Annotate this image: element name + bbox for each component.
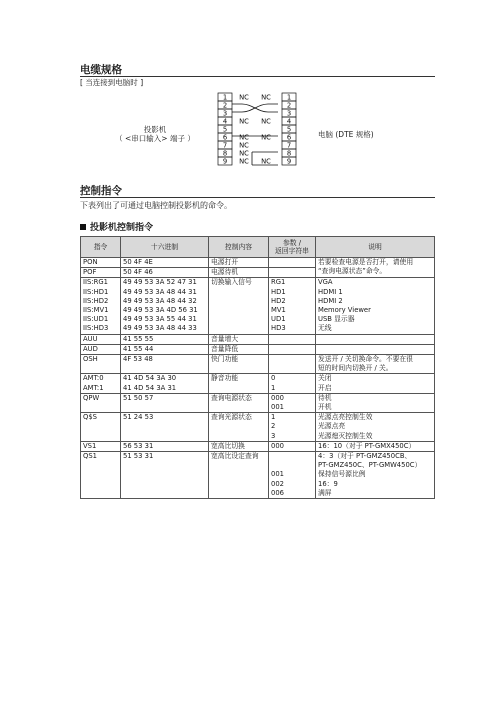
pin-number-left: 7 [222, 141, 228, 150]
pin-number-left: 9 [222, 157, 228, 166]
cell-content: 电源待机 [209, 268, 269, 278]
pin-nc-left: NC [239, 133, 249, 142]
pin-number-left: 2 [222, 101, 228, 110]
cell-description: 若要检查电源是否打开，请使用 “查询电源状态”命令。 [316, 258, 435, 278]
cell-param [269, 344, 316, 354]
table-row [81, 344, 435, 354]
pin-number-left: 1 [222, 93, 228, 102]
pin-number-right: 2 [286, 101, 292, 110]
control-intro: 下表列出了可通过电脑控制投影机的命令。 [80, 201, 232, 210]
cell-param: 1 2 3 [269, 413, 316, 442]
pin-number-right: 1 [286, 93, 292, 102]
cell-description: 光源点亮控制生效 光源点亮 光源熄灭控制生效 [316, 413, 435, 442]
cell-command: Q$S [81, 413, 121, 442]
cell-command: PON [81, 258, 121, 268]
cell-description: 待机 开机 [316, 393, 435, 412]
cell-content: 快门功能 [209, 355, 269, 374]
cell-description: 关闭 开启 [316, 374, 435, 393]
pin-number-right: 5 [286, 125, 292, 134]
cell-description [316, 344, 435, 354]
section-divider-2 [80, 197, 435, 198]
cell-hex: 41 4D 54 3A 30 41 4D 54 3A 31 [121, 374, 209, 393]
cell-content: 静音功能 [209, 374, 269, 393]
table-row [81, 278, 435, 334]
cell-description: 发送开 / 关切换命令。不要在很 短的时间内切换开 / 关。 [316, 355, 435, 374]
pin-nc-left: NC [239, 157, 249, 166]
table-header-row [81, 237, 435, 258]
cell-hex: 50 4F 4E [121, 258, 209, 268]
cell-command: AUD [81, 344, 121, 354]
cell-param: 001 002 006 [269, 452, 316, 499]
header-description: 说明 [316, 237, 435, 258]
cell-content: 查询电源状态 [209, 393, 269, 412]
table-row [81, 355, 435, 374]
pin-number-left: 6 [222, 133, 228, 142]
connection-note: [ 当连接到电脑时 ] [80, 78, 144, 87]
cell-content: 宽高比切换 [209, 441, 269, 451]
table-row [81, 334, 435, 344]
cell-description: VGA HDMI 1 HDMI 2 Memory Viewer USB 显示器 无线 [316, 278, 435, 334]
cell-content: 查询光源状态 [209, 413, 269, 442]
cell-command: QPW [81, 393, 121, 412]
cell-hex: 51 50 57 [121, 393, 209, 412]
cell-param [269, 258, 316, 268]
pin-nc-right: NC [261, 133, 271, 142]
wire-3-2 [232, 104, 278, 112]
cell-hex: 49 49 53 3A 52 47 31 49 49 53 3A 48 44 31 49 49 53 3A 48 44 32 49 49 53 3A 4D 56 31 49 49 53 3A 55 44 31 49 49 53 3A 48 44 33 [121, 278, 209, 334]
cell-hex: 56 53 31 [121, 441, 209, 451]
pin-number-right: 4 [286, 117, 292, 126]
pin-nc-right: NC [261, 117, 271, 126]
pin-nc-left: NC [239, 93, 249, 102]
cell-hex: 50 4F 46 [121, 268, 209, 278]
header-hex: 十六进制 [121, 237, 209, 258]
pin-nc-left: NC [239, 141, 249, 150]
cell-content: 切换输入信号 [209, 278, 269, 334]
cell-command: IIS:RG1 IIS:HD1 IIS:HD2 IIS:MV1 IIS:UD1 IIS:HD3 [81, 278, 121, 334]
cell-content: 电源打开 [209, 258, 269, 268]
pc-label: 电脑 (DTE 规格) [318, 130, 374, 139]
projector-label [115, 125, 195, 143]
header-content: 控制内容 [209, 237, 269, 258]
header-param: 参数 / 返回字符串 [269, 237, 316, 258]
cell-param [269, 334, 316, 344]
section-divider [80, 76, 435, 77]
cell-param: 000 [269, 441, 316, 451]
header-command: 指令 [81, 237, 121, 258]
cell-command: AUU [81, 334, 121, 344]
table-row [81, 374, 435, 393]
cell-command: VS1 [81, 441, 121, 451]
cell-content: 音量降低 [209, 344, 269, 354]
pin-nc-right: NC [261, 93, 271, 102]
cell-hex: 41 55 55 [121, 334, 209, 344]
cell-param: 000 001 [269, 393, 316, 412]
cell-command: POF [81, 268, 121, 278]
command-table [80, 236, 435, 499]
cell-description: 16：10（对于 PT-GMX450C） [316, 441, 435, 451]
control-command-title: 控制指令 [80, 185, 122, 197]
pin-number-left: 8 [222, 149, 228, 158]
cell-param [269, 355, 316, 374]
pin-number-left: 4 [222, 117, 228, 126]
pin-number-left: 3 [222, 109, 228, 118]
pin-nc-left: NC [239, 149, 249, 158]
pin-number-right: 9 [286, 157, 292, 166]
cell-hex: 41 55 44 [121, 344, 209, 354]
square-bullet-icon [80, 224, 86, 230]
cell-hex: 51 53 31 [121, 452, 209, 499]
pin-nc-left: NC [239, 117, 249, 126]
cell-command: QS1 [81, 452, 121, 499]
cell-description [316, 334, 435, 344]
projector-commands-heading [80, 220, 153, 233]
pin-number-right: 8 [286, 149, 292, 158]
pin-number-right: 3 [286, 109, 292, 118]
table-row [81, 393, 435, 412]
pin-nc-right: NC [261, 157, 271, 166]
cell-content: 宽高比设定查询 [209, 452, 269, 499]
table-row [81, 452, 435, 499]
projector-commands-label: 投影机控制指令 [90, 223, 154, 233]
cell-content: 音量增大 [209, 334, 269, 344]
cell-param: RG1 HD1 HD2 MV1 UD1 HD3 [269, 278, 316, 334]
pin-number-right: 6 [286, 133, 292, 142]
cell-param [269, 268, 316, 278]
cell-hex: 51 24 53 [121, 413, 209, 442]
pin-number-left: 5 [222, 125, 228, 134]
cable-spec-title: 电缆规格 [80, 64, 122, 76]
pin-grid [218, 93, 296, 166]
table-row [81, 258, 435, 268]
cell-description: 4：3（对于 PT-GMZ450CB、 PT-GMZ450C、PT-GMW450C） 保持信号源比例 16：9 满屏 [316, 452, 435, 499]
table-row [81, 441, 435, 451]
cell-command: OSH [81, 355, 121, 374]
cell-command: AMT:0 AMT:1 [81, 374, 121, 393]
cell-param: 0 1 [269, 374, 316, 393]
cell-hex: 4F 53 48 [121, 355, 209, 374]
table-row [81, 413, 435, 442]
projector-port: （ <串口输入> 端子 ） [115, 134, 195, 143]
pin-number-right: 7 [286, 141, 292, 150]
projector-name: 投影机 [143, 125, 167, 134]
